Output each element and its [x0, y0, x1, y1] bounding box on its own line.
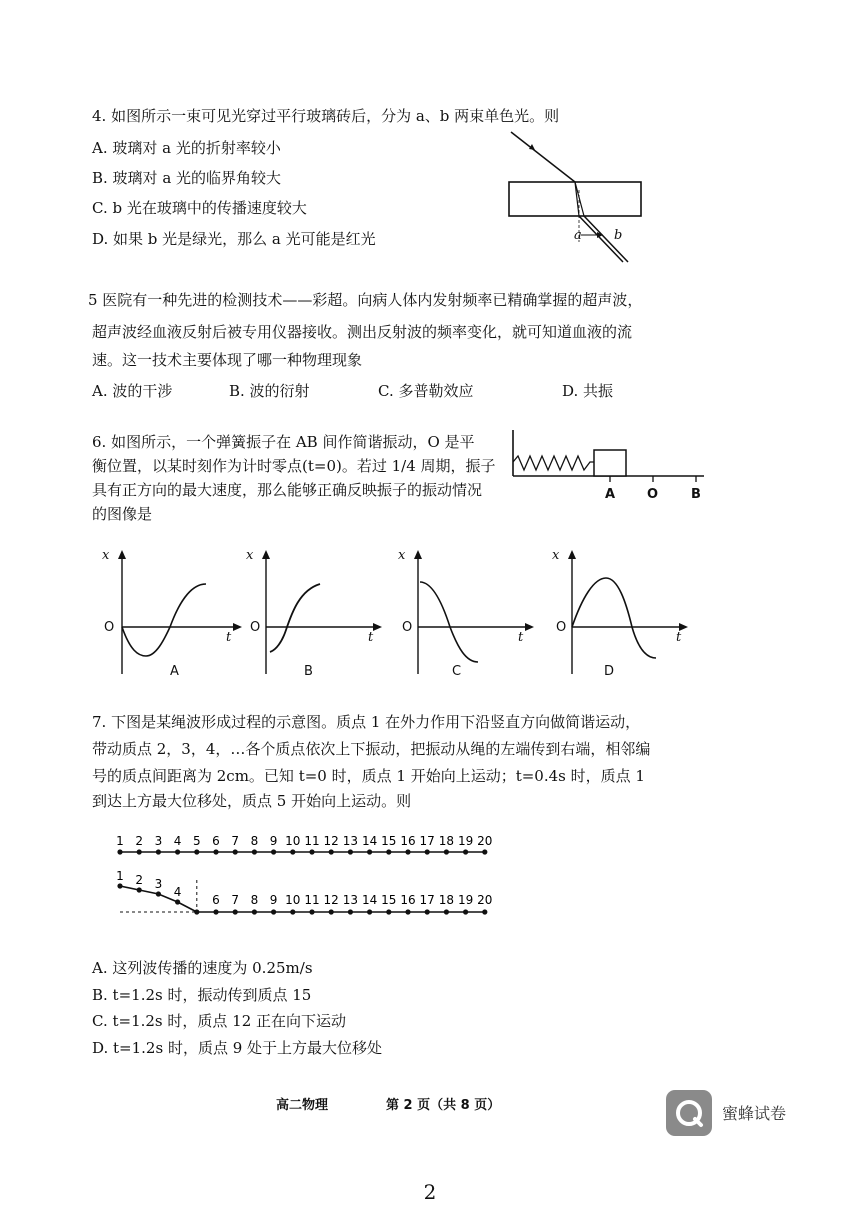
graph-b-t-label: t — [368, 630, 374, 645]
rope-row1-particle — [386, 849, 391, 854]
q6-line1: 6. 如图所示，一个弹簧振子在 AB 间作简谐振动，O 是平 — [92, 433, 475, 451]
page-number: 2 — [423, 1180, 437, 1204]
graph-c-x-label: x — [398, 548, 406, 563]
q5-option-a: A. 波的干涉 — [92, 382, 173, 400]
rope-row1-particle — [137, 849, 142, 854]
rope-row2-number: 12 — [323, 893, 339, 907]
rope-row1-number: 8 — [250, 834, 259, 848]
graph-a-x-label: x — [102, 548, 110, 563]
graph-d-x-label: x — [552, 548, 560, 563]
rope-row1-number: 18 — [438, 834, 455, 848]
rope-row1-number: 11 — [304, 834, 320, 848]
rope-row1-number: 6 — [212, 834, 220, 848]
rope-row2-number: 11 — [304, 893, 320, 907]
rope-row1-particle — [444, 849, 449, 854]
q5-line3: 速。这一技术主要体现了哪一种物理现象 — [92, 351, 363, 369]
rope-row2-particle — [444, 909, 449, 914]
rope-row2-particle — [367, 909, 372, 914]
rope-row2-particle — [405, 909, 410, 914]
rope-row1-particle — [329, 849, 334, 854]
rope-row1-particle — [290, 849, 295, 854]
rope-row1-particle — [194, 849, 199, 854]
q4-ray-label-a: a — [574, 228, 582, 243]
q5-line1: 5 医院有一种先进的检测技术——彩超。向病人体内发射频率已精确掌握的超声波， — [88, 291, 643, 309]
rope-row2-particle — [309, 909, 314, 914]
graph-d-origin: O — [556, 620, 567, 635]
rope-row1-number: 16 — [400, 834, 416, 848]
rope-row2-number: 6 — [212, 893, 220, 907]
graph-d — [568, 550, 698, 680]
rope-row2-particle — [233, 909, 238, 914]
q5-option-b: B. 波的衍射 — [229, 382, 310, 400]
rope-row2-number: 18 — [438, 893, 455, 907]
q4-stem: 4. 如图所示一束可见光穿过平行玻璃砖后，分为 a、b 两束单色光。则 — [92, 107, 560, 125]
rope-row2-particle — [175, 899, 180, 904]
rope-row2-number: 8 — [250, 893, 259, 907]
rope-row2-number: 10 — [285, 893, 301, 907]
rope-row2-particle — [252, 909, 257, 914]
rope-row2-number: 19 — [457, 893, 474, 907]
q5-option-d: D. 共振 — [562, 382, 614, 400]
graph-a — [118, 550, 248, 680]
rope-row1-particle — [213, 849, 218, 854]
graph-d-caption: D — [604, 664, 615, 679]
rope-row1-particle — [175, 849, 180, 854]
q7-option-a: A. 这列波传播的速度为 0.25m/s — [92, 959, 313, 977]
rope-row2-particle — [117, 883, 122, 888]
rope-row2-number: 9 — [269, 893, 278, 907]
graph-c-t-label: t — [518, 630, 524, 645]
rope-row1-particle — [252, 849, 257, 854]
rope-row2-number: 14 — [361, 893, 378, 907]
rope-row1-number: 2 — [135, 834, 144, 848]
graph-a-t-label: t — [226, 630, 232, 645]
spring-oscillator-figure — [510, 428, 710, 488]
rope-row1-number: 12 — [323, 834, 339, 848]
q7-line3: 号的质点间距离为 2cm。已知 t=0 时，质点 1 开始向上运动；t=0.4s 时，质点 1 — [92, 767, 645, 785]
rope-row1-number: 3 — [154, 834, 163, 848]
q7-option-b: B. t=1.2s 时，振动传到质点 15 — [92, 986, 312, 1004]
rope-row1-particle — [271, 849, 276, 854]
spring-label-o: O — [647, 487, 659, 502]
rope-row1-particle — [309, 849, 314, 854]
rope-row2-number: 2 — [135, 873, 144, 887]
q4-option-a: A. 玻璃对 a 光的折射率较小 — [92, 139, 281, 157]
q5-line2: 超声波经血液反射后被专用仪器接收。测出反射波的频率变化，就可知道血液的流 — [92, 323, 633, 341]
brand-logo-icon — [666, 1090, 712, 1136]
rope-row2-particle — [482, 909, 487, 914]
q7-option-d: D. t=1.2s 时，质点 9 处于上方最大位移处 — [92, 1039, 383, 1057]
rope-row2-particle — [194, 909, 199, 914]
rope-row1-particle — [117, 849, 122, 854]
graph-a-caption: A — [170, 664, 179, 679]
rope-row2-particle — [213, 909, 218, 914]
rope-row2-number: 3 — [154, 877, 163, 891]
rope-row2-particle — [386, 909, 391, 914]
brand-name: 蜜蜂试卷 — [722, 1104, 787, 1123]
rope-row1-particle — [405, 849, 410, 854]
rope-row1-particle — [425, 849, 430, 854]
graph-b-caption: B — [304, 664, 313, 679]
spring-label-a: A — [605, 487, 616, 502]
q6-line2: 衡位置，以某时刻作为计时零点(t=0)。若过 1/4 周期，振子 — [92, 457, 496, 475]
rope-row1-number: 17 — [419, 834, 435, 848]
rope-row1-particle — [348, 849, 353, 854]
rope-wave-figure — [110, 832, 510, 922]
q7-line4: 到达上方最大位移处，质点 5 开始向上运动。则 — [92, 792, 412, 810]
graph-c — [414, 550, 544, 680]
rope-row1-number: 10 — [285, 834, 301, 848]
graph-c-origin: O — [402, 620, 413, 635]
rope-row1-number: 1 — [116, 834, 124, 848]
rope-row2-number: 7 — [231, 893, 240, 907]
q5-option-c: C. 多普勒效应 — [378, 382, 474, 400]
rope-row2-number: 13 — [342, 893, 359, 907]
graph-b-x-label: x — [246, 548, 254, 563]
rope-row1-number: 5 — [192, 834, 201, 848]
graph-b-origin: O — [250, 620, 261, 635]
rope-row2-particle — [156, 891, 161, 896]
rope-row2-particle — [329, 909, 334, 914]
graph-b — [262, 550, 392, 680]
footer-page: 第 2 页（共 8 页） — [386, 1098, 501, 1113]
rope-row1-particle — [367, 849, 372, 854]
rope-row2-number: 20 — [477, 893, 493, 907]
footer-subject: 高二物理 — [276, 1098, 329, 1113]
rope-row1-particle — [463, 849, 468, 854]
q4-option-c: C. b 光在玻璃中的传播速度较大 — [92, 199, 307, 217]
q4-option-d: D. 如果 b 光是绿光，那么 a 光可能是红光 — [92, 230, 376, 248]
rope-row2-number: 1 — [116, 869, 124, 883]
rope-row1-particle — [156, 849, 161, 854]
rope-row2-number: 17 — [419, 893, 435, 907]
rope-row2-particle — [137, 887, 142, 892]
q4-option-b: B. 玻璃对 a 光的临界角较大 — [92, 169, 282, 187]
graph-a-origin: O — [104, 620, 115, 635]
rope-row2-number: 4 — [173, 885, 182, 899]
q7-option-c: C. t=1.2s 时，质点 12 正在向下运动 — [92, 1012, 347, 1030]
rope-row2-particle — [290, 909, 295, 914]
graph-d-t-label: t — [676, 630, 682, 645]
rope-row1-number: 7 — [231, 834, 240, 848]
rope-row1-number: 4 — [173, 834, 182, 848]
rope-row1-number: 14 — [361, 834, 378, 848]
rope-row2-particle — [348, 909, 353, 914]
q7-line2: 带动质点 2，3，4，…各个质点依次上下振动，把振动从绳的左端传到右端，相邻编 — [92, 740, 651, 758]
q6-line4: 的图像是 — [92, 505, 153, 523]
rope-row2-particle — [271, 909, 276, 914]
q4-ray-label-b: b — [614, 228, 623, 243]
rope-row1-number: 20 — [477, 834, 493, 848]
q7-line1: 7. 下图是某绳波形成过程的示意图。质点 1 在外力作用下沿竖直方向做简谐运动， — [92, 713, 641, 731]
spring-label-b: B — [691, 487, 701, 502]
rope-row1-number: 15 — [381, 834, 397, 848]
rope-row2-number: 16 — [400, 893, 416, 907]
rope-row1-number: 13 — [342, 834, 359, 848]
q6-line3: 具有正方向的最大速度，那么能够正确反映振子的振动情况 — [92, 481, 483, 499]
rope-row1-number: 19 — [457, 834, 474, 848]
rope-row2-particle — [425, 909, 430, 914]
rope-row1-particle — [482, 849, 487, 854]
rope-row1-particle — [233, 849, 238, 854]
graph-c-caption: C — [452, 664, 462, 679]
rope-row2-particle — [463, 909, 468, 914]
rope-row2-number: 15 — [381, 893, 397, 907]
glass-slab-figure — [505, 130, 655, 265]
rope-row1-number: 9 — [269, 834, 278, 848]
